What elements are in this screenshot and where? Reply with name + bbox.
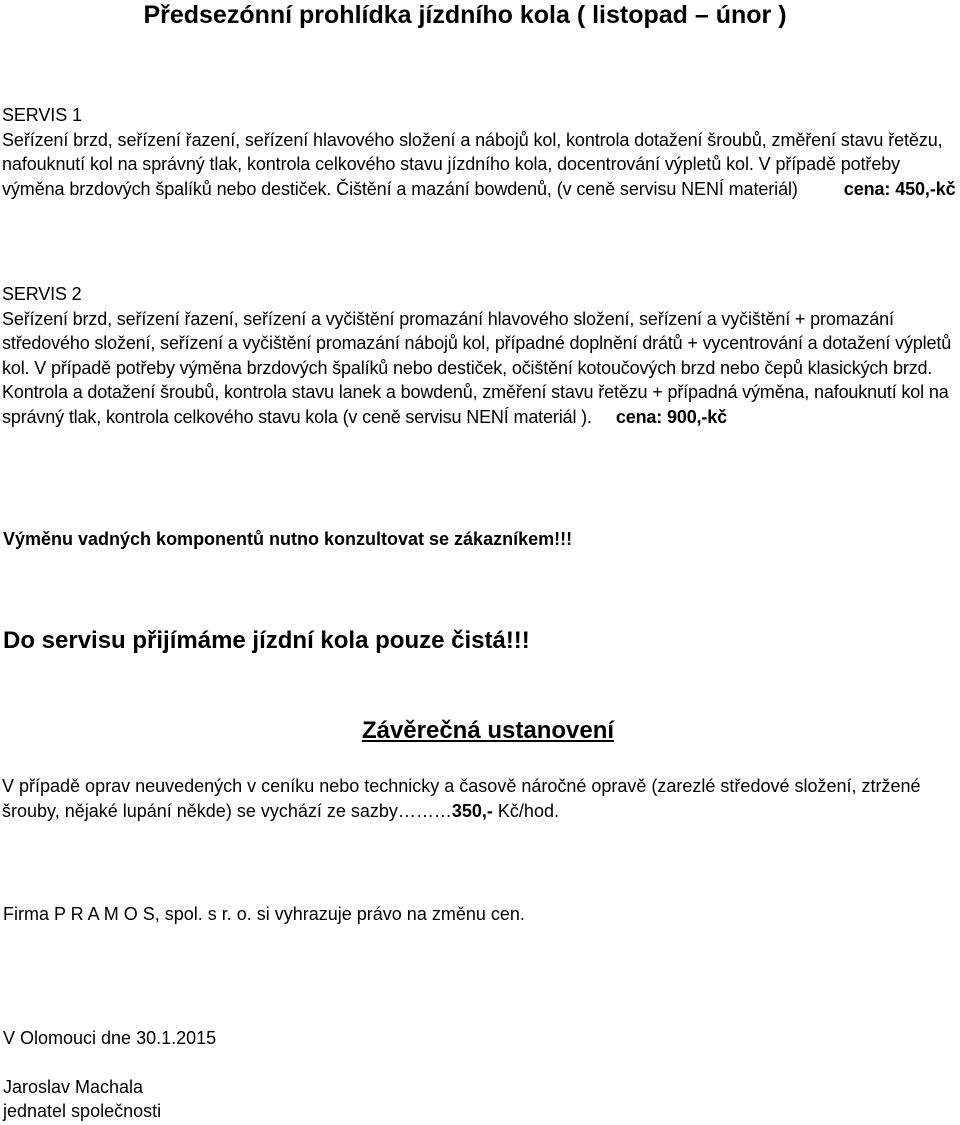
final-provisions-description: V případě oprav neuvedených v ceníku nebo technicky a časově náročné opravě (zarezlé středové složení, ztržené šrouby, nějaké lupání někde) se vychází ze sazby……… [2,776,921,821]
final-provisions-heading: Závěrečná ustanovení [361,717,615,744]
signer-role: jednatel společnosti [3,1101,162,1121]
hourly-rate-unit: Kč/hod. [492,801,559,821]
servis-2-description: Seřízení brzd, seřízení řazení, seřízení a vyčištění promazání hlavového složení, seřízení a vyčištění + promazání středového složení, seřízení a vyčištění promazání nábojů kol, případné doplnění drátů + vycentrování a dotažení výpletů kol. V případě potřeby výměna brzdových špalíků nebo destiček, očištění kotoučových brzd nebo čepů klasických brzd. Kontrola a dotažení šroubů, kontrola stavu lanek a bowdenů, změření stavu řetězu + případná výměna, nafouknutí kol na správný tlak, kontrola celkového stavu kola (v ceně servisu NENÍ materiál ). [2,308,952,427]
servis-1-section [2,103,958,201]
document-title: Předsezónní prohlídka jízdního kola ( listopad – únor ) [143,1,787,29]
servis-2-heading: SERVIS 2 [2,284,82,304]
servis-2-section [2,282,958,429]
firm-note: Firma P R A M O S, spol. s r. o. si vyhrazuje právo na změnu cen. [3,904,525,924]
signer-name: Jaroslav Machala [3,1077,144,1097]
hourly-rate-amount: 350,- [451,801,493,821]
servis-1-heading: SERVIS 1 [2,105,82,125]
final-provisions-text [2,774,958,824]
servis-1-price: cena: 450,-kč [843,178,956,199]
servis-2-price: cena: 900,-kč [615,406,727,427]
components-notice: Výměnu vadných komponentů nutno konzultovat se zákazníkem!!! [3,529,573,549]
place-date: V Olomouci dne 30.1.2015 [3,1028,217,1048]
clean-bikes-notice: Do servisu přijímáme jízdní kola pouze čistá!!! [3,627,530,654]
servis-1-description: Seřízení brzd, seřízení řazení, seřízení hlavového složení a nábojů kol, kontrola dotažení šroubů, změření stavu řetězu, nafouknutí kol na správný tlak, kontrola celkového stavu jízdního kola, docentrování výpletů kol. V případě potřeby výměna brzdových špalíků nebo destiček. Čištění a mazání bowdenů, (v ceně servisu NENÍ materiál) [2,129,943,199]
